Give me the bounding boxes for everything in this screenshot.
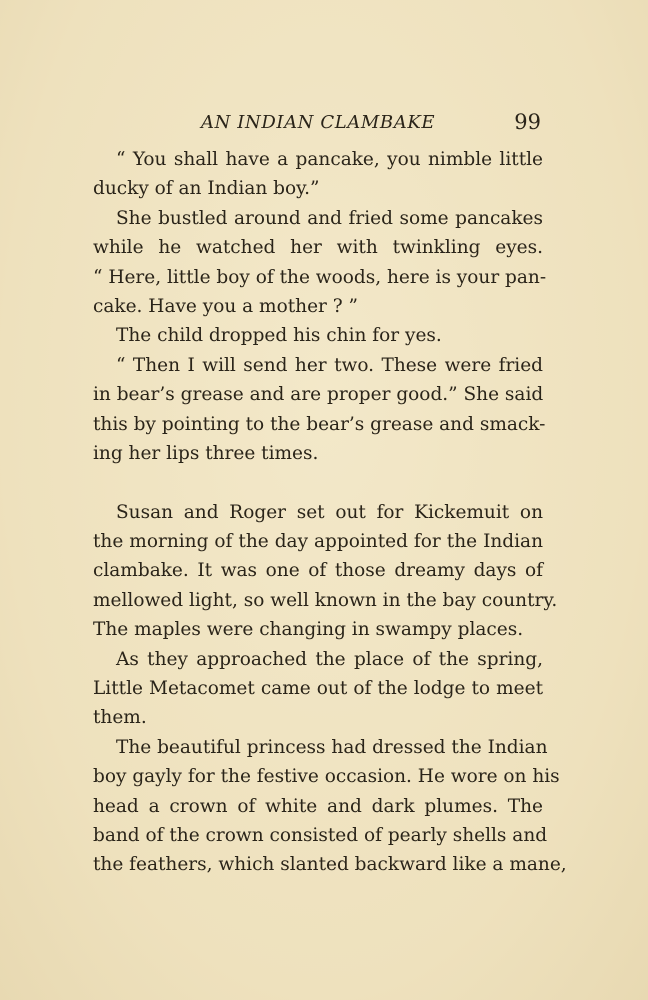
- text-line: ing her lips three times.: [93, 442, 319, 464]
- text-line: head a crown of white and dark plumes. The: [93, 795, 543, 817]
- text-line: As they approached the place of the spring,: [116, 648, 543, 670]
- text-line: this by pointing to the bear’s grease and smack-: [93, 413, 546, 435]
- text-line: The child dropped his chin for yes.: [116, 325, 442, 347]
- text-line: Susan and Roger set out for Kickemuit on: [116, 501, 543, 523]
- text-line: She bustled around and fried some pancakes: [116, 207, 543, 229]
- text-line: ducky of an Indian boy.”: [93, 178, 320, 200]
- text-line: The beautiful princess had dressed the Indian: [116, 736, 548, 758]
- text-line: boy gayly for the festive occasion. He wore on his: [93, 766, 560, 788]
- text-line: clambake. It was one of those dreamy days of: [93, 560, 543, 582]
- text-line: the morning of the day appointed for the Indian: [93, 531, 543, 553]
- text-line: Little Metacomet came out of the lodge to meet: [93, 678, 543, 700]
- text-line: “ Here, little boy of the woods, here is your pan-: [93, 266, 547, 288]
- text-line: the feathers, which slanted backward like a mane,: [93, 854, 567, 876]
- text-line: “ You shall have a pancake, you nimble little: [116, 149, 543, 170]
- page-body: [93, 145, 567, 880]
- running-head: AN INDIAN CLAMBAKE: [201, 112, 436, 133]
- text-line: cake. Have you a mother ? ”: [93, 295, 359, 317]
- section-break: [93, 468, 543, 497]
- text-line: them.: [93, 707, 147, 729]
- text-line: while he watched her with twinkling eyes.: [93, 237, 543, 259]
- page-header: [93, 110, 543, 140]
- text-line: The maples were changing in swampy places.: [93, 619, 524, 641]
- text-line: in bear’s grease and are proper good.” She said: [93, 384, 544, 406]
- page-number: 99: [514, 110, 541, 134]
- text-line: mellowed light, so well known in the bay country.: [93, 589, 558, 611]
- text-line: band of the crown consisted of pearly shells and: [93, 824, 548, 846]
- text-line: “ Then I will send her two. These were fried: [116, 354, 543, 376]
